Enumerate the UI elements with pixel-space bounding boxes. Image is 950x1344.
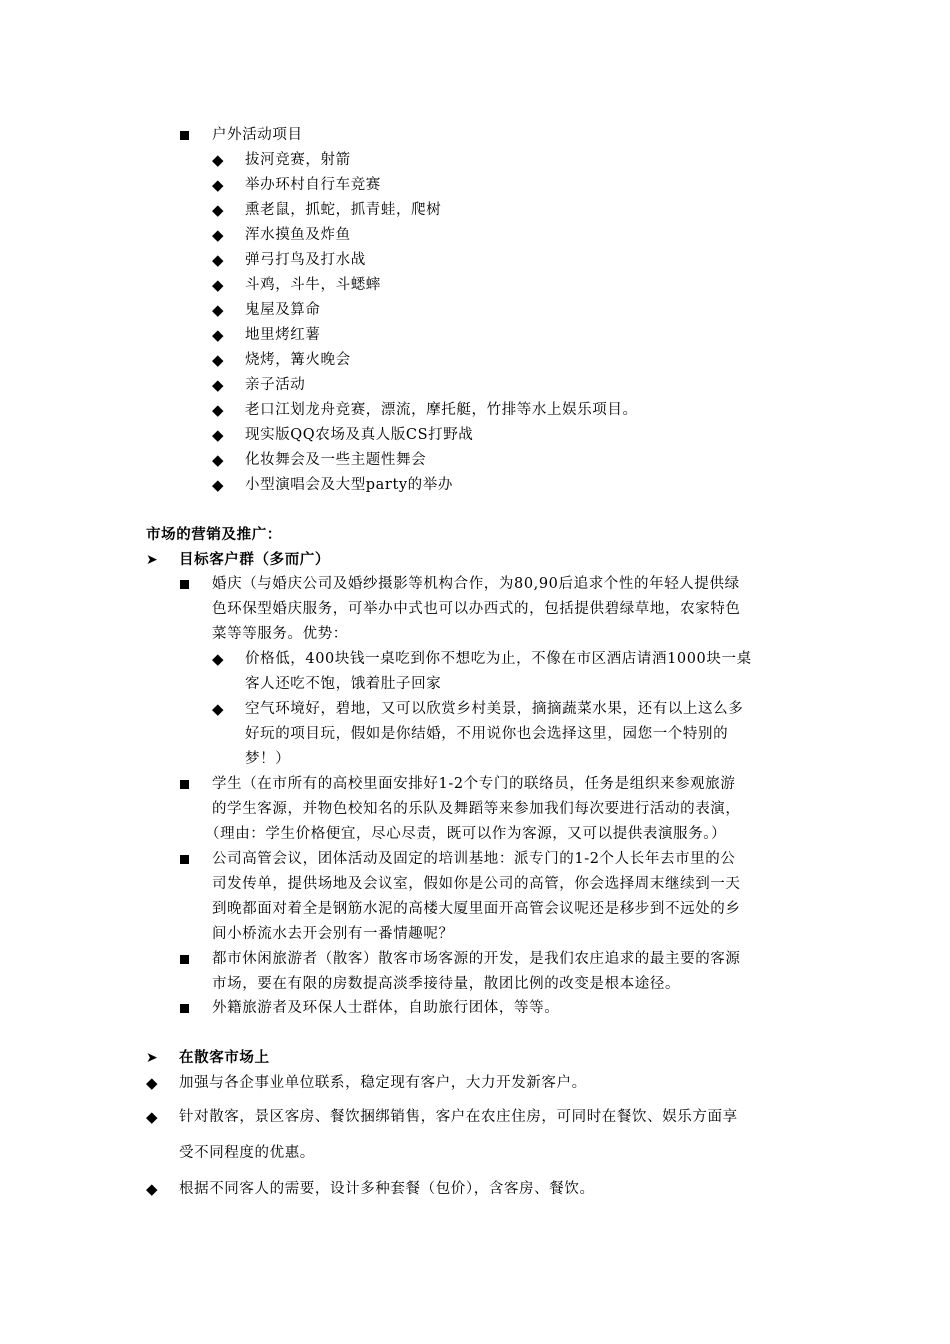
- outdoor-item: 举办环村自行车竞赛: [245, 177, 381, 193]
- diamond-bullet-icon: ◆: [212, 351, 224, 369]
- advantage-line: 客人还吃不饱，饿着肚子回家: [245, 676, 442, 692]
- arrow-bullet-icon: ➤: [146, 1050, 158, 1066]
- diamond-bullet-icon: ◆: [212, 700, 224, 718]
- outdoor-item: 烧烤，篝火晚会: [245, 352, 351, 368]
- diamond-bullet-icon: ◆: [212, 201, 224, 219]
- foreign-line: 外籍旅游者及环保人士群体，自助旅行团体，等等。: [212, 1000, 560, 1016]
- square-bullet-icon: [180, 1004, 189, 1013]
- corporate-line: 司发传单，提供场地及会议室，假如你是公司的高管，你会选择周末继续到一天: [212, 876, 741, 892]
- square-bullet-icon: [180, 131, 189, 140]
- outdoor-item: 老口江划龙舟竞赛，漂流，摩托艇，竹排等水上娱乐项目。: [245, 402, 638, 418]
- diamond-bullet-icon: ◆: [212, 401, 224, 419]
- marketing-heading: 市场的营销及推广：: [146, 527, 282, 543]
- outdoor-item: 化妆舞会及一些主题性舞会: [245, 452, 427, 468]
- diamond-bullet-icon: ◆: [146, 1074, 158, 1092]
- corporate-line: 间小桥流水去开会别有一番情趣呢？: [212, 926, 454, 942]
- diamond-bullet-icon: ◆: [212, 226, 224, 244]
- square-bullet-icon: [180, 955, 189, 964]
- student-line: （理由：学生价格便宜，尽心尽责，既可以作为客源，又可以提供表演服务。）: [205, 826, 727, 842]
- individual-heading: 在散客市场上: [179, 1050, 270, 1066]
- individual-item: 加强与各企事业单位联系，稳定现有客户，大力开发新客户。: [179, 1075, 587, 1091]
- outdoor-item: 浑水摸鱼及炸鱼: [245, 227, 351, 243]
- advantage-line: 空气环境好，碧地，又可以欣赏乡村美景，摘摘蔬菜水果，还有以上这么多: [245, 701, 744, 717]
- square-bullet-icon: [180, 580, 189, 589]
- diamond-bullet-icon: ◆: [212, 376, 224, 394]
- advantage-line: 价格低，400块钱一桌吃到你不想吃为止，不像在市区酒店请酒1000块一桌: [245, 651, 752, 667]
- wedding-line: 色环保型婚庆服务，可举办中式也可以办西式的，包括提供碧绿草地，农家特色: [212, 601, 741, 617]
- wedding-line: 菜等等服务。优势：: [212, 626, 348, 642]
- outdoor-item: 现实版QQ农场及真人版CS打野战: [245, 427, 474, 443]
- outdoor-item: 熏老鼠，抓蛇，抓青蛙，爬树: [245, 202, 442, 218]
- square-bullet-icon: [180, 855, 189, 864]
- individual-item: 根据不同客人的需要，设计多种套餐（包价），含客房、餐饮。: [179, 1181, 595, 1197]
- individual-item: 针对散客，景区客房、餐饮捆绑销售，客户在农庄住房，可同时在餐饮、娱乐方面享: [179, 1109, 738, 1125]
- diamond-bullet-icon: ◆: [212, 476, 224, 494]
- advantage-line: 好玩的项目玩，假如是你结婚，不用说你也会选择这里，园您一个特别的: [245, 726, 729, 742]
- outdoor-item: 地里烤红薯: [245, 327, 321, 343]
- outdoor-item: 亲子活动: [245, 377, 306, 393]
- outdoor-item: 弹弓打鸟及打水战: [245, 252, 366, 268]
- diamond-bullet-icon: ◆: [146, 1180, 158, 1198]
- diamond-bullet-icon: ◆: [212, 326, 224, 344]
- target-heading: 目标客户群（多而广）: [179, 552, 330, 568]
- corporate-line: 公司高管会议，团体活动及固定的培训基地：派专门的1-2个人长年去市里的公: [212, 851, 736, 867]
- diamond-bullet-icon: ◆: [212, 151, 224, 169]
- diamond-bullet-icon: ◆: [212, 176, 224, 194]
- outdoor-item: 鬼屋及算命: [245, 302, 321, 318]
- urban-line: 市场，要在有限的房数提高淡季接待量，散团比例的改变是根本途径。: [212, 976, 681, 992]
- diamond-bullet-icon: ◆: [212, 426, 224, 444]
- diamond-bullet-icon: ◆: [212, 276, 224, 294]
- diamond-bullet-icon: ◆: [212, 650, 224, 668]
- outdoor-item: 斗鸡，斗牛，斗蟋蟀: [245, 277, 381, 293]
- arrow-bullet-icon: ➤: [146, 552, 158, 568]
- outdoor-item: 拔河竞赛，射箭: [245, 152, 351, 168]
- diamond-bullet-icon: ◆: [212, 451, 224, 469]
- student-line: 学生（在市所有的高校里面安排好1-2个专门的联络员，任务是组织来参观旅游: [212, 776, 736, 792]
- advantage-line: 梦！）: [245, 751, 291, 767]
- diamond-bullet-icon: ◆: [212, 301, 224, 319]
- square-bullet-icon: [180, 780, 189, 789]
- student-line: 的学生客源，并物色校知名的乐队及舞蹈等来参加我们每次要进行活动的表演，: [212, 801, 741, 817]
- wedding-line: 婚庆（与婚庆公司及婚纱摄影等机构合作，为80,90后追求个性的年轻人提供绿: [212, 576, 740, 592]
- diamond-bullet-icon: ◆: [212, 251, 224, 269]
- diamond-bullet-icon: ◆: [146, 1108, 158, 1126]
- outdoor-item: 小型演唱会及大型party的举办: [245, 477, 453, 493]
- urban-line: 都市休闲旅游者（散客）散客市场客源的开发，是我们农庄追求的最主要的客源: [212, 951, 741, 967]
- individual-item: 受不同程度的优惠。: [179, 1145, 315, 1161]
- corporate-line: 到晚都面对着全是钢筋水泥的高楼大厦里面开高管会议呢还是移步到不远处的乡: [212, 901, 741, 917]
- outdoor-heading: 户外活动项目: [212, 127, 303, 143]
